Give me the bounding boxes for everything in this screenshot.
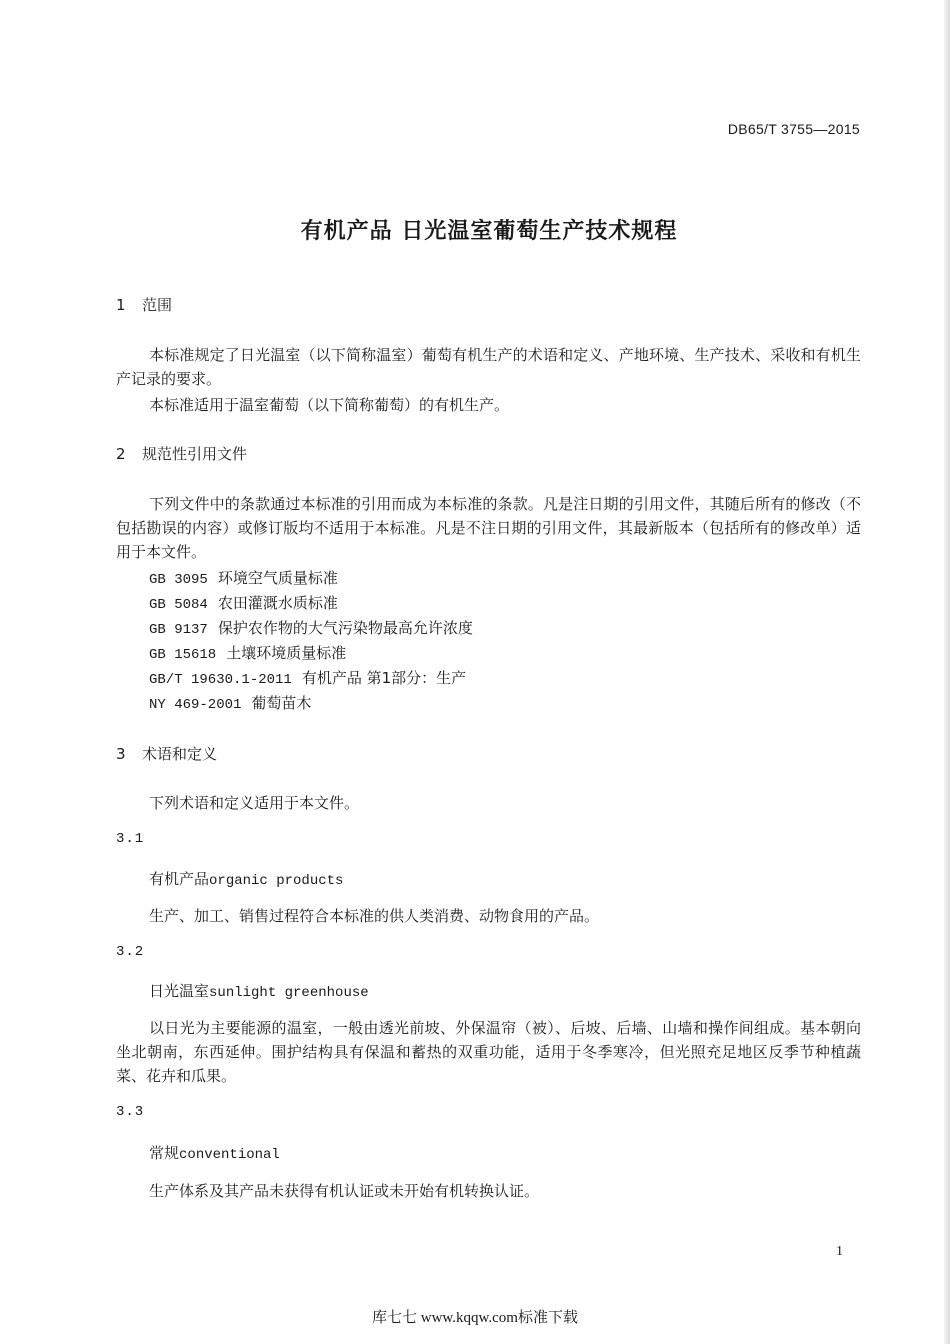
document-code: DB65/T 3755—2015 [727,121,860,137]
section-2-heading [116,443,247,464]
term-definition: 生产体系及其产品未获得有机认证或未开始有机转换认证。 [149,1182,540,1200]
clause-number: 3.2 [116,944,145,960]
reference-name: 农田灌溉水质标准 [217,594,338,612]
section-number: 2 [116,445,126,463]
document-title: 有机产品 日光温室葡萄生产技术规程 [300,219,678,244]
reference-code: GB 5084 [149,597,208,613]
reference-item [149,567,338,588]
section-1-paragraph-1: 本标准规定了日光温室（以下简称温室）葡萄有机生产的术语和定义、产地环境、生产技术、采收和有机生产记录的要求。 [116,346,861,388]
term-chinese: 有机产品 [149,870,210,888]
reference-item [149,642,346,663]
section-1-paragraph-2: 本标准适用于温室葡萄（以下简称葡萄）的有机生产。 [149,396,510,414]
reference-name: 环境空气质量标准 [217,569,338,587]
reference-code: GB 9137 [149,622,208,638]
section-title: 规范性引用文件 [142,445,248,463]
term-definition: 生产、加工、销售过程符合本标准的供人类消费、动物食用的产品。 [149,907,600,925]
reference-code: NY 469-2001 [149,697,242,713]
section-3-heading [116,743,217,764]
term-heading [149,980,369,1001]
section-2-paragraph-1: 下列文件中的条款通过本标准的引用而成为本标准的条款。凡是注日期的引用文件，其随后所有的修改（不包括勘误的内容）或修订版均不适用于本标准。凡是不注日期的引用文件，其最新版本（包括所有的修改单）适用于本文件。 [116,495,861,561]
term-chinese: 常规 [149,1144,180,1162]
reference-item [149,692,311,713]
page-number: 1 [836,1244,843,1259]
reference-code: GB/T 19630.1-2011 [149,672,292,688]
reference-item [149,667,466,688]
term-english: conventional [179,1147,280,1163]
reference-code: GB 15618 [149,647,217,663]
term-english: sunlight greenhouse [209,985,369,1001]
term-english: organic products [209,873,344,889]
term-chinese: 日光温室 [149,982,210,1000]
footer-watermark: 库七七 www.kqqw.com标准下载 [372,1310,578,1326]
reference-name: 土壤环境质量标准 [226,644,347,662]
section-number: 3 [116,745,126,763]
clause-number: 3.3 [116,1104,145,1120]
term-heading [149,1142,280,1163]
section-number: 1 [116,296,126,314]
section-1-heading [116,294,172,315]
clause-number: 3.1 [116,831,145,847]
reference-code: GB 3095 [149,572,208,588]
reference-item [149,617,473,638]
reference-item [149,592,338,613]
reference-name: 葡萄苗木 [251,694,312,712]
term-heading [149,868,343,889]
section-title: 范围 [142,296,173,314]
reference-name: 保护农作物的大气污染物最高允许浓度 [217,619,473,637]
section-3-intro: 下列术语和定义适用于本文件。 [149,794,360,812]
page-edge [944,0,950,1344]
term-definition: 以日光为主要能源的温室，一般由透光前坡、外保温帘（被）、后坡、后墙、山墙和操作间组成。基本朝向坐北朝南，东西延伸。围护结构具有保温和蓄热的双重功能，适用于冬季寒冷，但光照充足地区反季节种植蔬菜、花卉和瓜果。 [116,1019,861,1085]
section-title: 术语和定义 [142,745,218,763]
reference-name: 有机产品 第1部分：生产 [301,669,467,687]
